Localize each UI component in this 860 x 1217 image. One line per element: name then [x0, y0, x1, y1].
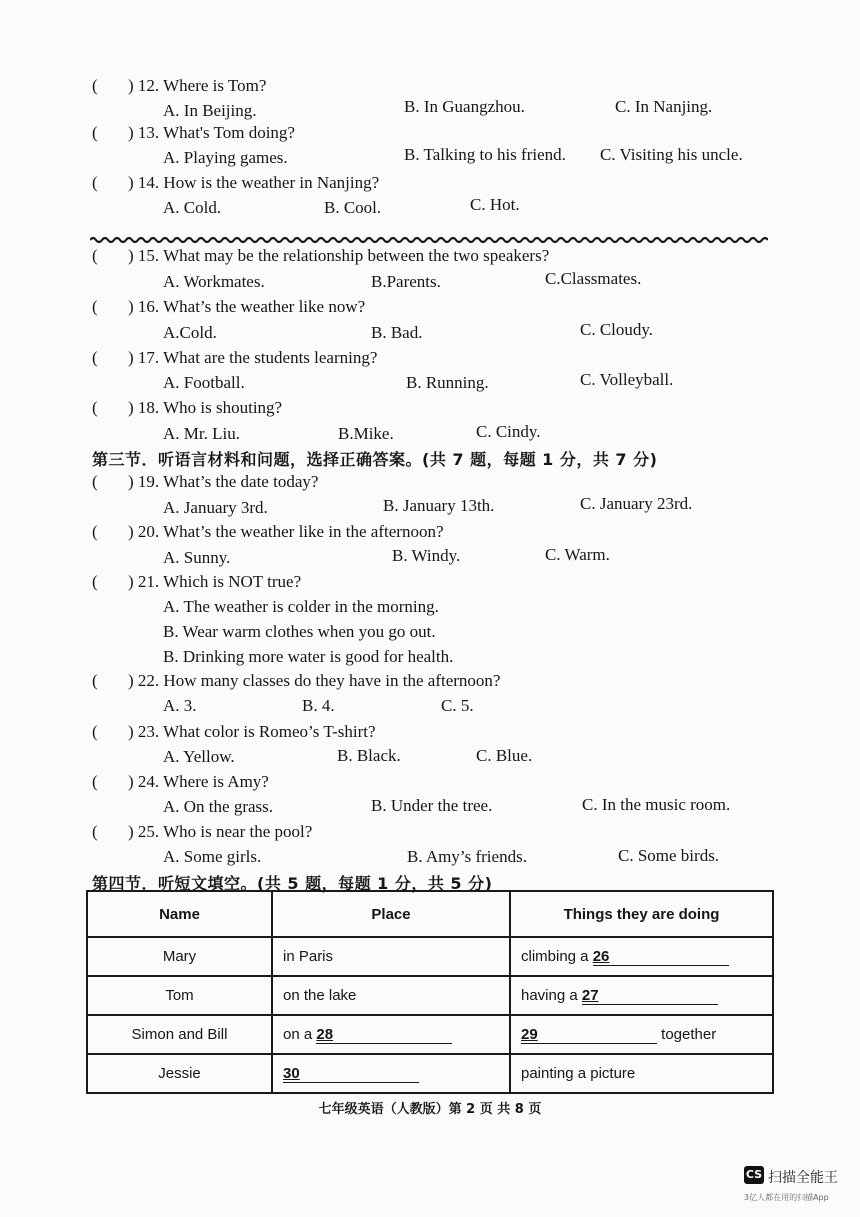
answer-blank-27[interactable] — [582, 987, 718, 1005]
cell-name: Tom — [87, 976, 272, 1015]
option-a: A. Mr. Liu. — [163, 424, 240, 443]
answer-paren: ( — [92, 472, 98, 491]
option-b: B. Talking to his friend. — [404, 145, 566, 164]
option-b: B. Amy’s friends. — [407, 847, 527, 866]
option-b: B. 4. — [302, 696, 335, 715]
question-17 — [92, 348, 377, 368]
question-15 — [92, 246, 549, 266]
option-a: A. January 3rd. — [163, 498, 268, 517]
question-19 — [92, 472, 318, 492]
answer-paren: ( — [92, 398, 98, 417]
option-c: C. Volleyball. — [580, 370, 674, 389]
option-c: C. Visiting his uncle. — [600, 145, 743, 164]
question-stem: ) 13. What's Tom doing? — [128, 123, 295, 142]
column-header-doing: Things they are doing — [510, 891, 773, 937]
option-c: B. Drinking more water is good for health. — [163, 647, 454, 666]
column-header-name: Name — [87, 891, 272, 937]
option-a: A. The weather is colder in the morning. — [163, 597, 439, 616]
option-c: C. 5. — [441, 696, 474, 715]
option-c: C. Cloudy. — [580, 320, 654, 339]
column-header-place: Place — [272, 891, 510, 937]
option-a: A. Some girls. — [163, 847, 262, 866]
option-a: A. Sunny. — [163, 548, 231, 567]
blank-number: 28 — [316, 1025, 334, 1043]
option-b: B. January 13th. — [383, 496, 495, 515]
blank-number: 26 — [592, 947, 610, 965]
question-stem: ) 25. Who is near the pool? — [128, 822, 313, 841]
question-stem: ) 16. What’s the weather like now? — [128, 297, 366, 316]
cell-name: Jessie — [87, 1054, 272, 1093]
table-row — [87, 1054, 773, 1093]
option-a: A. In Beijing. — [163, 101, 257, 120]
section-3-title: 第三节．听语言材料和问题，选择正确答案。(共 7 题，每题 1 分，共 7 分) — [92, 450, 658, 469]
option-c: C. Some birds. — [618, 846, 720, 865]
question-stem: ) 19. What’s the date today? — [128, 472, 319, 491]
cell-text: on a — [283, 1025, 317, 1043]
answer-paren: ( — [92, 76, 98, 95]
cell-name: Simon and Bill — [87, 1015, 272, 1054]
answer-paren: ( — [92, 348, 98, 367]
option-b: B. Under the tree. — [371, 796, 493, 815]
option-b: B. Bad. — [371, 323, 423, 342]
question-23 — [92, 722, 376, 742]
cell-place — [272, 1015, 510, 1054]
option-a: A. Cold. — [163, 198, 222, 217]
option-c: C. In the music room. — [582, 795, 731, 814]
option-a: A. On the grass. — [163, 797, 274, 816]
question-16 — [92, 297, 365, 317]
answer-blank-26[interactable] — [593, 948, 729, 966]
option-a: A. Football. — [163, 373, 245, 392]
question-12 — [92, 76, 266, 96]
question-stem: ) 12. Where is Tom? — [128, 76, 267, 95]
scanner-tagline: 3亿人都在用的扫描App — [744, 1193, 829, 1202]
option-b: B. Wear warm clothes when you go out. — [163, 622, 436, 641]
answer-paren: ( — [92, 671, 98, 690]
option-c: C.Classmates. — [545, 269, 642, 288]
cell-doing — [510, 976, 773, 1015]
cell-doing: painting a picture — [510, 1054, 773, 1093]
option-c: C. Blue. — [476, 746, 533, 765]
question-21 — [92, 572, 301, 592]
answer-paren: ( — [92, 297, 98, 316]
blank-number: 27 — [581, 986, 599, 1004]
question-22 — [92, 671, 500, 691]
cell-text: having a — [521, 986, 582, 1004]
answer-paren: ( — [92, 822, 98, 841]
fill-in-table — [86, 890, 774, 1094]
section-4-title: 第四节．听短文填空。(共 5 题，每题 1 分，共 5 分) — [92, 874, 493, 893]
cell-place — [272, 1054, 510, 1093]
option-b: B. Windy. — [392, 546, 461, 565]
option-c: C. Warm. — [545, 545, 610, 564]
answer-paren: ( — [92, 246, 98, 265]
blank-number: 30 — [283, 1064, 300, 1082]
question-stem: ) 20. What’s the weather like in the afternoon? — [128, 522, 444, 541]
cell-place: on the lake — [272, 976, 510, 1015]
option-b: B. Running. — [406, 373, 489, 392]
camscanner-logo-icon: CS — [744, 1166, 764, 1184]
table-header-row — [87, 891, 773, 937]
option-b: B.Parents. — [371, 272, 441, 291]
question-25 — [92, 822, 312, 842]
blank-number: 29 — [521, 1025, 538, 1043]
scanner-app-name: 扫描全能王 — [768, 1170, 838, 1186]
cell-doing — [510, 937, 773, 976]
wavy-divider — [90, 236, 768, 244]
option-c: C. Cindy. — [476, 422, 541, 441]
page-footer: 七年级英语（人教版）第 2 页 共 8 页 — [318, 1102, 542, 1117]
table-row — [87, 976, 773, 1015]
question-14 — [92, 173, 379, 193]
question-stem: ) 17. What are the students learning? — [128, 348, 378, 367]
option-c: C. In Nanjing. — [615, 97, 713, 116]
cell-doing — [510, 1015, 773, 1054]
answer-paren: ( — [92, 173, 98, 192]
option-b: B. In Guangzhou. — [404, 97, 525, 116]
answer-blank-29[interactable] — [521, 1026, 657, 1044]
cell-place: in Paris — [272, 937, 510, 976]
answer-paren: ( — [92, 522, 98, 541]
table-row — [87, 1015, 773, 1054]
question-stem: ) 21. Which is NOT true? — [128, 572, 302, 591]
option-a: A. 3. — [163, 696, 197, 715]
cell-text: climbing a — [521, 947, 593, 965]
option-a: A. Workmates. — [163, 272, 265, 291]
question-stem: ) 15. What may be the relationship between the two speakers? — [128, 246, 550, 265]
option-c: C. January 23rd. — [580, 494, 693, 513]
option-b: B. Black. — [337, 746, 401, 765]
answer-blank-28[interactable] — [316, 1026, 452, 1044]
question-20 — [92, 522, 444, 542]
question-24 — [92, 772, 269, 792]
answer-blank-30[interactable] — [283, 1065, 419, 1083]
question-stem: ) 24. Where is Amy? — [128, 772, 269, 791]
option-b: B.Mike. — [338, 424, 394, 443]
option-c: C. Hot. — [470, 195, 520, 214]
answer-paren: ( — [92, 722, 98, 741]
answer-paren: ( — [92, 123, 98, 142]
option-a: A. Yellow. — [163, 747, 235, 766]
answer-paren: ( — [92, 772, 98, 791]
question-18 — [92, 398, 282, 418]
question-stem: ) 14. How is the weather in Nanjing? — [128, 173, 380, 192]
question-13 — [92, 123, 295, 143]
option-a: A.Cold. — [163, 323, 217, 342]
answer-paren: ( — [92, 572, 98, 591]
table-row — [87, 937, 773, 976]
cell-text: together — [657, 1025, 717, 1043]
cell-name: Mary — [87, 937, 272, 976]
option-a: A. Playing games. — [163, 148, 288, 167]
question-stem: ) 18. Who is shouting? — [128, 398, 283, 417]
question-stem: ) 23. What color is Romeo’s T-shirt? — [128, 722, 376, 741]
question-stem: ) 22. How many classes do they have in the afternoon? — [128, 671, 501, 690]
option-b: B. Cool. — [324, 198, 382, 217]
